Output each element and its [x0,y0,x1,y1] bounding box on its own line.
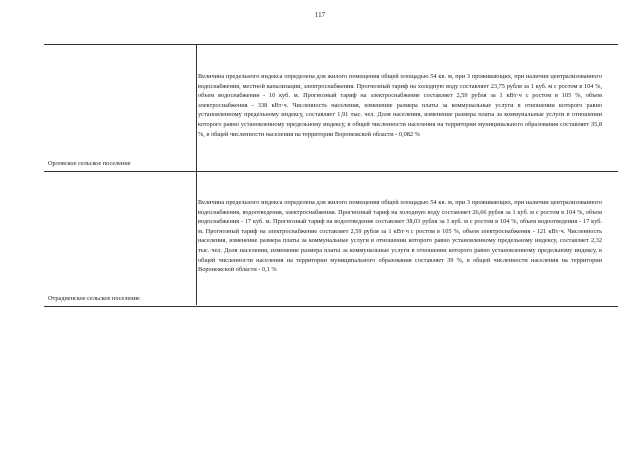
column-divider [196,44,197,305]
row-1-description: Величина предельного индекса определена для жилого помещения общей площадью 54 кв. м, при 3 проживающих, при наличии централизованного водоснабжения, местной канализации, электроснабжения. Прогнозный тариф на холодную воду составляет 23,75 рубля за 1 куб. м с ростом в 104 %, объем водоснабжения - 10 куб. м. Прогнозный тариф на электроснабжение составляет 2,59 рубля за 1 кВт·ч с ростом в 105 %, объем электроснабжения - 338 кВт·ч. Численность населения, изменение размера платы за коммунальные услуги в отношении которого равно установленному предельному индексу, составляет 1,91 тыс. чел. Доля населения, изменение размера платы за коммунальные услуги в отношении которого равно установленному предельному индексу, в общей численности населения на территории муниципального образования составляет 35,8 %, в общей численности населения на территории Воронежской области - 0,082 % [198,73,602,138]
page-number: 117 [314,11,326,19]
row-2-description: Величина предельного индекса определена для жилого помещения общей площадью 54 кв. м, при 3 проживающих, при наличии централизованного водоснабжения, водоотведения, электроснабжения. Прогнозный тариф на холодную воду составляет 26,66 рубля за 1 куб. м с ростом в 104 %, объем водоснабжения - 17 куб. м. Прогнозный тариф на водоотведение составляет 38,03 рубля за 1 куб. м с ростом в 104 %, объем водоотведения - 17 куб. м. Прогнозный тариф на электроснабжение составляет 2,59 рубля за 1 кВт·ч с ростом в 105 %, объем электроснабжения - 121 кВт·ч. Численность населения, изменение размера платы за коммунальные услуги в отношении которого равно установленному предельному индексу, составляет 2,32 тыс. чел. Доля населения, изменение размера платы за коммунальные услуги в отношении которого равно установленному предельному индексу, в общей численности населения на территории муниципального образования составляет 39 %, в общей численности населения на территории Воронежской области - 0,1 % [198,199,602,274]
row-2-settlement-name: Отрадненское сельское поселение [48,295,140,302]
row-1-settlement-name: Орловское сельское поселение [48,160,131,167]
row-divider [44,171,618,172]
